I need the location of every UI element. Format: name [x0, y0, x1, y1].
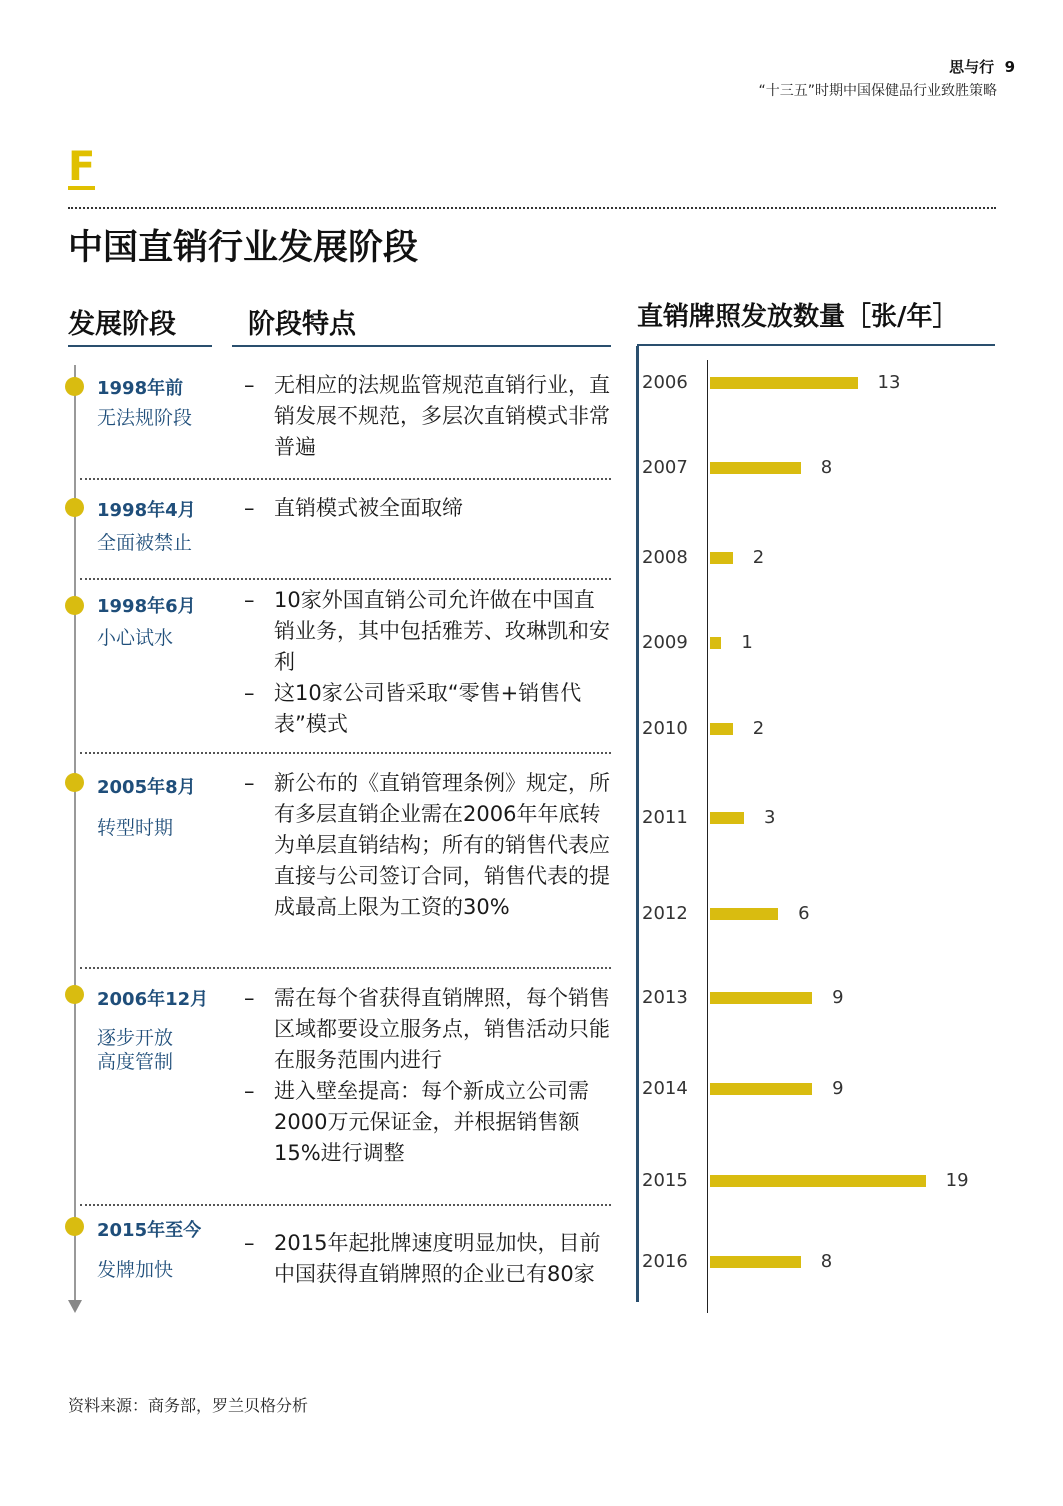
page-title: 中国直销行业发展阶段	[68, 228, 419, 268]
stage-features	[244, 768, 610, 923]
chart-value-label: 3	[764, 807, 776, 828]
chart-value-label: 19	[945, 1170, 969, 1191]
stage-date: 1998年4月	[97, 500, 196, 521]
chart-value-label: 6	[798, 903, 810, 924]
bullet-dash: –	[244, 1079, 255, 1103]
bullet-text: 直销模式被全面取缔	[274, 496, 463, 520]
bullet-dash: –	[244, 588, 255, 612]
bullet-dash: –	[244, 496, 255, 520]
chart-year-label: 2008	[642, 547, 688, 568]
chart-value-label: 13	[877, 372, 901, 393]
timeline-dot	[65, 596, 84, 615]
chart-year-label: 2009	[642, 632, 688, 653]
timeline-dot	[65, 377, 84, 396]
chart-bar	[710, 1083, 812, 1095]
feature-bullet	[244, 983, 610, 1076]
stage-date: 2006年12月	[97, 989, 209, 1010]
chart-value-label: 8	[820, 1251, 833, 1272]
feature-bullet	[244, 585, 610, 678]
chart-year-label: 2014	[642, 1078, 688, 1099]
chart-bar	[710, 723, 733, 735]
stage-name: 逐步开放	[97, 1027, 174, 1049]
stage-separator	[80, 1204, 611, 1206]
stage-name: 高度管制	[97, 1051, 174, 1073]
bullet-text: 2015年起批牌速度明显加快，目前中国获得直销牌照的企业已有80家	[274, 1231, 601, 1286]
stage-date: 1998年前	[97, 378, 184, 399]
features-column-rule	[232, 345, 611, 347]
bullet-text: 新公布的《直销管理条例》规定，所有多层直销企业需在2006年年底转为单层直销结构；所有的销售代表应直接与公司签订合同，销售代表的提成最高上限为工资的30%	[274, 771, 610, 919]
features-column-header: 阶段特点	[248, 309, 356, 340]
stage-name: 全面被禁止	[97, 532, 193, 554]
chart-year-label: 2012	[642, 903, 688, 924]
stage-name: 无法规阶段	[97, 407, 193, 429]
stage-separator	[80, 752, 611, 754]
stage-features	[244, 370, 610, 463]
section-divider	[68, 207, 996, 209]
timeline-dot	[65, 1217, 84, 1236]
stage-date: 2005年8月	[97, 777, 196, 798]
feature-bullet	[244, 768, 610, 923]
chart-axis	[707, 360, 708, 1313]
bullet-dash: –	[244, 771, 255, 795]
stage-name: 小心试水	[97, 627, 174, 649]
chart-value-label: 8	[820, 457, 833, 478]
chart-value-label: 1	[741, 632, 753, 653]
header-brand	[949, 56, 1015, 77]
chart-year-label: 2007	[642, 457, 688, 478]
chart-bar	[710, 992, 812, 1004]
bullet-dash: –	[244, 681, 255, 705]
chart-year-label: 2015	[642, 1170, 688, 1191]
chart-left-border	[636, 346, 639, 1302]
chart-bar	[710, 908, 778, 920]
bullet-text: 10家外国直销公司允许做在中国直销业务，其中包括雅芳、玫琳凯和安利	[274, 588, 610, 674]
chart-value-label: 9	[832, 1078, 844, 1099]
timeline-dot	[65, 985, 84, 1004]
stage-date: 1998年6月	[97, 596, 196, 617]
bullet-dash: –	[244, 986, 255, 1010]
feature-bullet	[244, 1076, 610, 1169]
feature-bullet	[244, 1228, 610, 1290]
chart-year-label: 2011	[642, 807, 688, 828]
stage-name: 发牌加快	[97, 1259, 174, 1281]
bullet-text: 需在每个省获得直销牌照，每个销售区域都要设立服务点，销售活动只能在服务范围内进行	[274, 986, 610, 1072]
timeline-dot	[65, 498, 84, 517]
chart-year-label: 2010	[642, 718, 688, 739]
bullet-dash: –	[244, 373, 255, 397]
stage-features	[244, 983, 610, 1169]
feature-bullet	[244, 678, 610, 740]
chart-year-label: 2016	[642, 1251, 688, 1272]
chart-value-label: 9	[832, 987, 844, 1008]
chart-bar	[710, 377, 858, 389]
chart-bar	[710, 1256, 801, 1268]
bullet-text: 无相应的法规监管规范直销行业，直销发展不规范，多层次直销模式非常普遍	[274, 373, 610, 459]
stage-separator	[80, 967, 611, 969]
source-note: 资料来源：商务部，罗兰贝格分析	[68, 1396, 309, 1415]
chart-title-rule	[637, 344, 995, 346]
chart-year-label: 2006	[642, 372, 688, 393]
chart-value-label: 2	[752, 547, 765, 568]
chart-value-label: 2	[752, 718, 765, 739]
stage-column-header: 发展阶段	[68, 309, 176, 340]
chart-bar	[710, 462, 801, 474]
section-letter: F	[68, 144, 96, 190]
stage-features	[244, 1228, 610, 1290]
header-subtitle: “十三五”时期中国保健品行业致胜策略	[758, 83, 997, 99]
chart-bar	[710, 1175, 926, 1187]
chart-bar	[710, 812, 744, 824]
stage-date: 2015年至今	[97, 1220, 202, 1241]
chart-bar	[710, 637, 721, 649]
bullet-text: 这10家公司皆采取“零售+销售代表”模式	[274, 681, 582, 736]
chart-year-label: 2013	[642, 987, 688, 1008]
feature-bullet	[244, 370, 610, 463]
stage-separator	[80, 478, 611, 480]
chart-title: 直销牌照发放数量［张/年］	[637, 302, 959, 332]
stage-column-rule	[68, 345, 212, 347]
bullet-dash: –	[244, 1231, 255, 1255]
stage-features	[244, 585, 610, 740]
timeline-dot	[65, 773, 84, 792]
stage-separator	[80, 578, 611, 580]
bullet-text: 进入壁垒提高：每个新成立公司需2000万元保证金，并根据销售额15%进行调整	[274, 1079, 589, 1165]
brand-text: 思与行	[949, 58, 995, 76]
page-number: 9	[1004, 58, 1015, 76]
stage-features	[244, 493, 610, 524]
chart-bar	[710, 552, 733, 564]
stage-name: 转型时期	[97, 817, 174, 839]
feature-bullet	[244, 493, 610, 524]
timeline-arrow-icon	[68, 1300, 82, 1313]
